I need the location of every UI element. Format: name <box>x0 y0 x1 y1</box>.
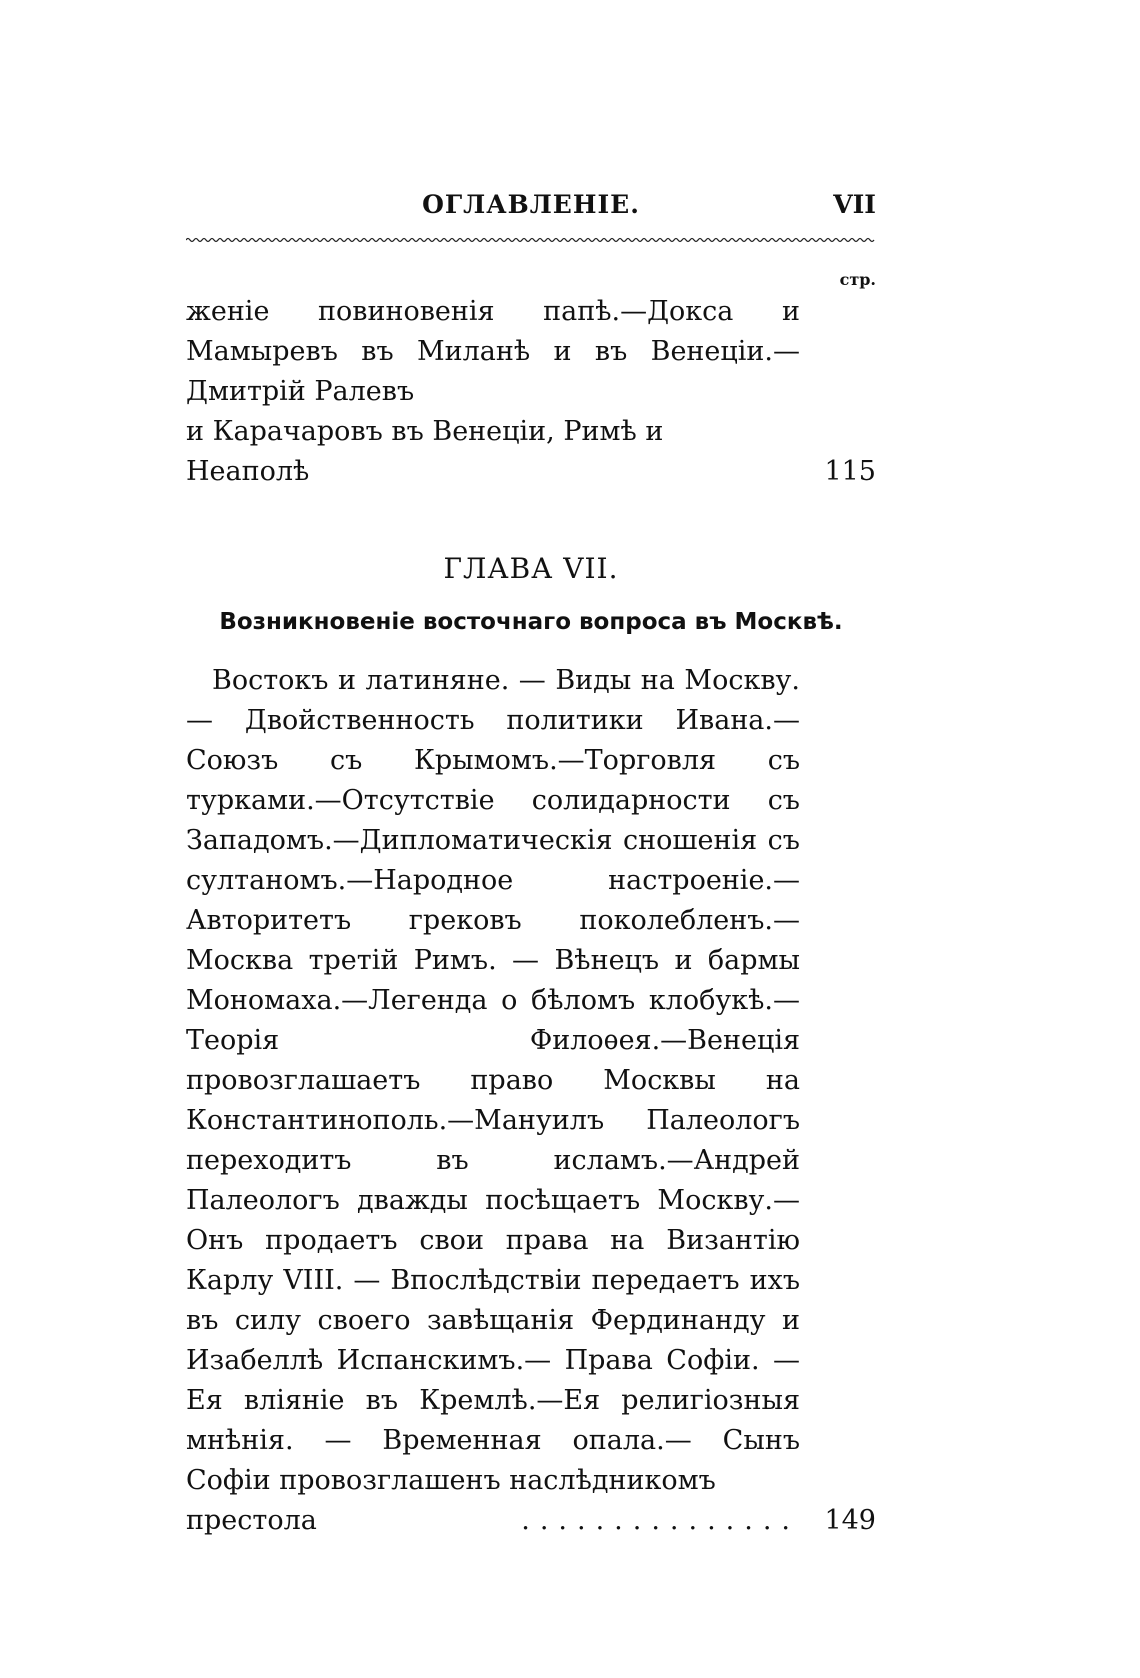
running-header <box>186 190 876 234</box>
toc-entry-lastline <box>186 412 800 492</box>
wavy-rule <box>186 236 876 244</box>
toc-entry-lastline-text: и Карачаровъ въ Венеціи, Римѣ и Неаполѣ <box>186 416 664 487</box>
header-title: ОГЛАВЛЕНІЕ. <box>422 190 640 219</box>
toc-entry-text: женіе повиновенія папѣ.—Докса и Мамыревъ въ Миланѣ и въ Венеціи.—Дмитрій Ралевъ <box>186 296 800 407</box>
dot-leader: ............... <box>521 1505 800 1536</box>
toc-entry-lastline-text: престола <box>186 1505 317 1536</box>
header-page-number: VII <box>833 190 876 219</box>
toc-entry <box>186 661 876 1541</box>
toc-entry-page: 149 <box>824 1505 876 1536</box>
toc-entry <box>186 292 876 492</box>
page-column-label: стр. <box>839 270 876 289</box>
toc-page <box>186 190 876 1541</box>
chapter-subtitle: Возникновеніе восточнаго вопроса въ Москвѣ. <box>219 609 843 635</box>
chapter-title: ГЛАВА VII. <box>443 552 619 585</box>
toc-entry-text: Востокъ и латиняне. — Виды на Москву.— Двойственность политики Ивана.—Союзъ съ Крымомъ.—Торговля съ турками.—Отсутствіе солидарности съ Западомъ.—Дипломатическія сношенія съ султаномъ.—Народное настроеніе.— Авторитетъ грековъ поколебленъ.—Москва третій Римъ. — Вѣнецъ и бармы Мономаха.—Легенда о бѣломъ клобукѣ.—Теорія Филоѳея.—Венеція провозглашаетъ право Москвы на Константинополь.—Мануилъ Палеологъ переходитъ въ исламъ.—Андрей Палеологъ дважды посѣщаетъ Москву.—Онъ продаетъ свои права на Византію Карлу VIII. — Впослѣдствіи передаетъ ихъ въ силу своего завѣщанія Фердинанду и Изабеллѣ Испанскимъ.— Права Софіи. — Ея вліяніе въ Кремлѣ.—Ея религіозныя мнѣнія. — Временная опала.— Сынъ Софіи провозглашенъ наслѣдникомъ <box>186 665 800 1496</box>
toc-entry-page: 115 <box>824 456 876 487</box>
toc-entry-lastline <box>186 1501 800 1541</box>
